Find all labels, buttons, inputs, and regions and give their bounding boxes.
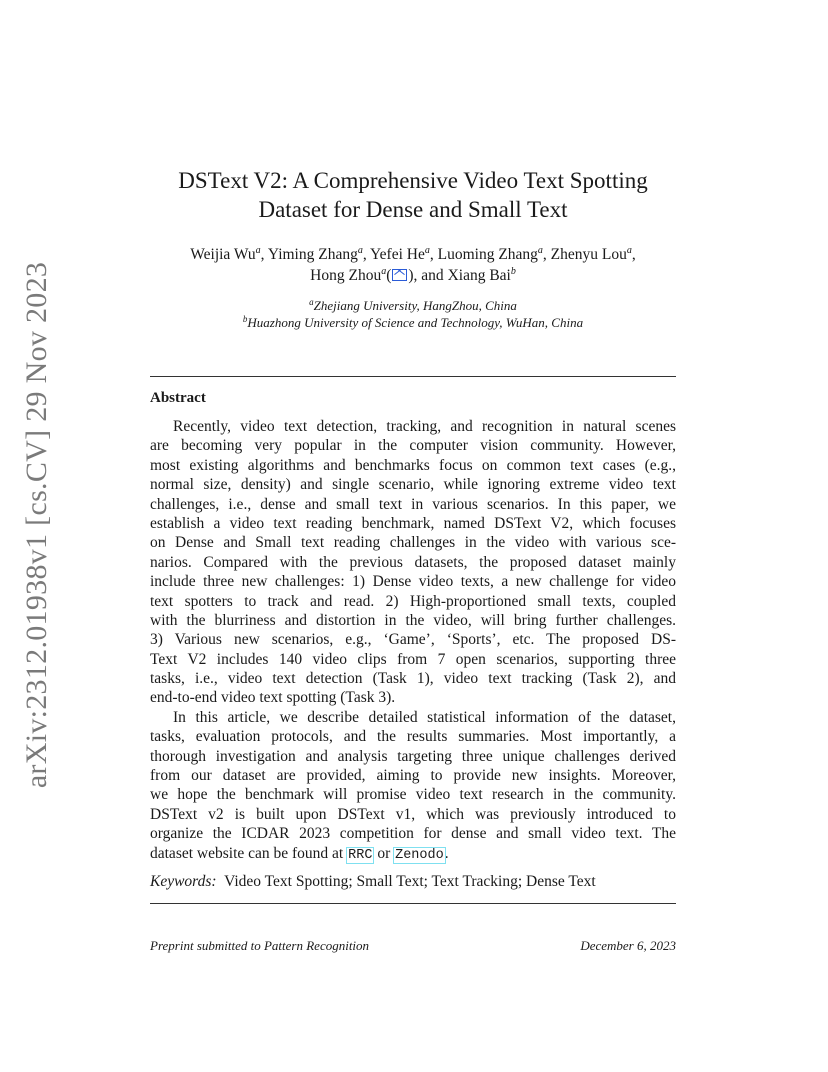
title-line-2: Dataset for Dense and Small Text	[258, 197, 568, 222]
abstract-line: Recently, video text detection, tracking, and recognition in natural scenes	[173, 418, 676, 435]
zenodo-link[interactable]: Zenodo	[395, 847, 444, 863]
author-separator: ,	[362, 246, 371, 263]
abstract-line: establish a video text reading benchmark, named DSText V2, which focuses	[150, 514, 676, 532]
affiliation-text: Zhejiang University, HangZhou, China	[313, 298, 517, 313]
abstract-line: tasks, evaluation protocols, and the results summaries. Most importantly, a	[150, 728, 676, 746]
footer-right: December 6, 2023	[580, 938, 676, 953]
author-name: Xiang Bai	[447, 267, 511, 284]
abstract-line: on Dense and Small text reading challenges in the video with various sce-	[150, 534, 676, 552]
author-affiliation-mark: a	[255, 245, 261, 256]
abstract-line: In this article, we describe detailed statistical information of the dataset,	[173, 708, 676, 726]
abstract-line: Text V2 includes 140 video clips from 7 open scenarios, supporting three	[150, 650, 676, 668]
author-affiliation-mark: a	[357, 245, 363, 256]
author-line-2: Hong Zhou$^a$( ), and Xiang Bai$^b$	[310, 266, 516, 284]
abstract-line: end-to-end video text spotting (Task 3).	[150, 689, 396, 707]
abstract-line: are becoming very popular in the computer vision community. However,	[150, 437, 676, 455]
author-affiliation-mark: a	[537, 245, 543, 256]
footer-left: Preprint submitted to Pattern Recognition	[150, 938, 370, 953]
author-separator: ,	[631, 246, 636, 263]
author-name: Luoming Zhang	[437, 246, 538, 263]
author-affiliation-mark: a	[381, 266, 387, 277]
arxiv-stamp	[20, 261, 53, 789]
abstract-line: we hope the benchmark will promise video text research in the community.	[150, 786, 676, 804]
abstract-line: narios. Compared with the previous datasets, the proposed dataset mainly	[150, 553, 676, 571]
envelope-icon[interactable]	[392, 269, 407, 281]
affiliation-b	[150, 314, 676, 331]
abstract-line: normal size, density) and single scenario, while ignoring extreme video text	[150, 476, 676, 494]
keywords-text: Video Text Spotting; Small Text; Text Tracking; Dense Text	[224, 873, 596, 890]
abstract-heading: Abstract	[150, 390, 206, 406]
abstract-body	[150, 417, 676, 863]
top-rule	[150, 376, 676, 377]
author-list	[150, 244, 676, 286]
affiliations	[150, 297, 676, 331]
abstract-line: 3) Various new scenarios, e.g., ‘Game’, ‘Sports’, etc. The proposed DS-	[150, 631, 676, 649]
bottom-rule	[150, 903, 676, 904]
author-name: Yiming Zhang	[267, 246, 358, 263]
author-separator: , and	[413, 267, 448, 284]
abstract-final-line	[150, 844, 676, 863]
author-name: Zhenyu Lou	[550, 246, 627, 263]
affiliation-a	[150, 297, 676, 314]
affiliation-mark: a	[309, 297, 314, 307]
author-affiliation-mark: a	[424, 245, 430, 256]
arxiv-stamp-text: arXiv:2312.01938v1 [cs.CV] 29 Nov 2023	[20, 261, 53, 789]
abstract-final-suffix: .	[444, 844, 449, 862]
affiliation-text: Huazhong University of Science and Technology, WuHan, China	[247, 315, 584, 330]
author-separator: ,	[429, 246, 438, 263]
keywords-label: Keywords:	[150, 873, 217, 890]
abstract-line: text spotters to track and read. 2) High-proportioned small texts, coupled	[150, 592, 676, 610]
abstract-line: thorough investigation and analysis targeting three unique challenges derived	[150, 747, 676, 765]
author-affiliation-mark: b	[510, 266, 516, 277]
title-line-1: DSText V2: A Comprehensive Video Text Spotting	[178, 168, 648, 193]
link-separator: or	[373, 844, 395, 862]
author-separator: ,	[260, 246, 268, 263]
author-name: Weijia Wu	[190, 246, 256, 263]
author-name: Yefei He	[370, 246, 425, 263]
affiliation-mark: b	[242, 314, 248, 324]
abstract-line: include three new challenges: 1) Dense video texts, a new challenge for video	[150, 573, 676, 591]
abstract-line: DSText v2 is built upon DSText v1, which was previously introduced to	[150, 805, 676, 823]
paper-title	[150, 166, 676, 224]
rrc-link[interactable]: RRC	[348, 847, 373, 863]
abstract-line: challenges, i.e., dense and small text in various scenarios. In this paper, we	[150, 495, 676, 513]
author-affiliation-mark: a	[626, 245, 632, 256]
abstract-line: tasks, i.e., video text detection (Task 1), video text tracking (Task 2), and	[150, 670, 676, 688]
abstract-line: with the blurriness and distortion in the video, will bring further challenges.	[150, 611, 676, 629]
abstract-line: most existing algorithms and benchmarks focus on common text cases (e.g.,	[150, 456, 676, 474]
abstract-line: from our dataset are provided, aiming to provide new insights. Moreover,	[150, 767, 676, 785]
author-separator: ,	[542, 246, 551, 263]
keywords	[150, 873, 596, 891]
author-line-1	[150, 244, 676, 265]
abstract-final-prefix: dataset website can be found at	[150, 844, 348, 862]
author-name: Hong Zhou	[310, 267, 382, 284]
abstract-line: organize the ICDAR 2023 competition for dense and small video text. The	[150, 825, 676, 843]
